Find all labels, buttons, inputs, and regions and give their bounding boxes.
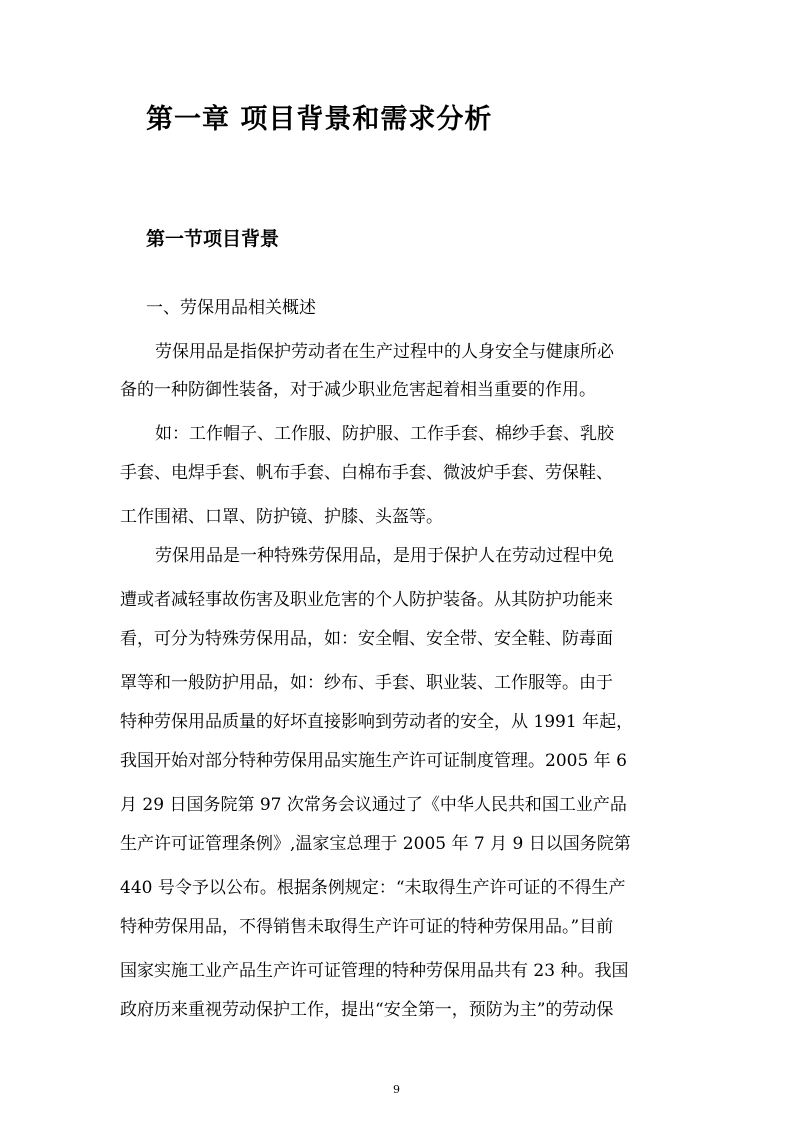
paragraph-line: 特种劳保用品，不得销售未取得生产许可证的特种劳保用品。”目前 bbox=[120, 917, 614, 937]
paragraph-line: 我国开始对部分特种劳保用品实施生产许可证制度管理。2005 年 6 bbox=[120, 751, 627, 771]
paragraph-line: 国家实施工业产品生产许可证管理的特种劳保用品共有 23 种。我国 bbox=[120, 961, 629, 981]
paragraph-line: 罩等和一般防护用品，如：纱布、手套、职业装、工作服等。由于 bbox=[120, 673, 613, 693]
paragraph-line: 440 号令予以公布。根据条例规定：“未取得生产许可证的不得生产 bbox=[120, 878, 626, 898]
paragraph-line: 遭或者减轻事故伤害及职业危害的个人防护装备。从其防护功能来 bbox=[120, 590, 613, 610]
chapter-title: 第一章 项目背景和需求分析 bbox=[146, 104, 493, 135]
section-title: 第一节项目背景 bbox=[146, 228, 280, 250]
paragraph-line: 备的一种防御性装备，对于减少职业危害起着相当重要的作用。 bbox=[120, 380, 596, 400]
paragraph-line: 月 29 日国务院第 97 次常务会议通过了《中华人民共和国工业产品 bbox=[120, 795, 627, 815]
page-number: 9 bbox=[393, 1083, 400, 1096]
paragraph-line: 生产许可证管理条例》,温家宝总理于 2005 年 7 月 9 日以国务院第 bbox=[120, 834, 631, 854]
sub-heading: 一、劳保用品相关概述 bbox=[146, 298, 316, 318]
paragraph-line: 政府历来重视劳动保护工作，提出“安全第一，预防为主”的劳动保 bbox=[120, 1000, 614, 1020]
paragraph-line: 劳保用品是指保护劳动者在生产过程中的人身安全与健康所必 bbox=[155, 342, 614, 362]
paragraph-line: 如：工作帽子、工作服、防护服、工作手套、棉纱手套、乳胶 bbox=[155, 424, 614, 444]
paragraph-line: 特种劳保用品质量的好坏直接影响到劳动者的安全，从 1991 年起， bbox=[120, 712, 634, 732]
paragraph-line: 工作围裙、口罩、防护镜、护膝、头盔等。 bbox=[120, 507, 443, 527]
paragraph-line: 看，可分为特殊劳保用品，如：安全帽、安全带、安全鞋、防毒面 bbox=[120, 629, 613, 649]
paragraph-line: 劳保用品是一种特殊劳保用品，是用于保护人在劳动过程中免 bbox=[155, 546, 614, 566]
paragraph-line: 手套、电焊手套、帆布手套、白棉布手套、微波炉手套、劳保鞋、 bbox=[120, 463, 613, 483]
